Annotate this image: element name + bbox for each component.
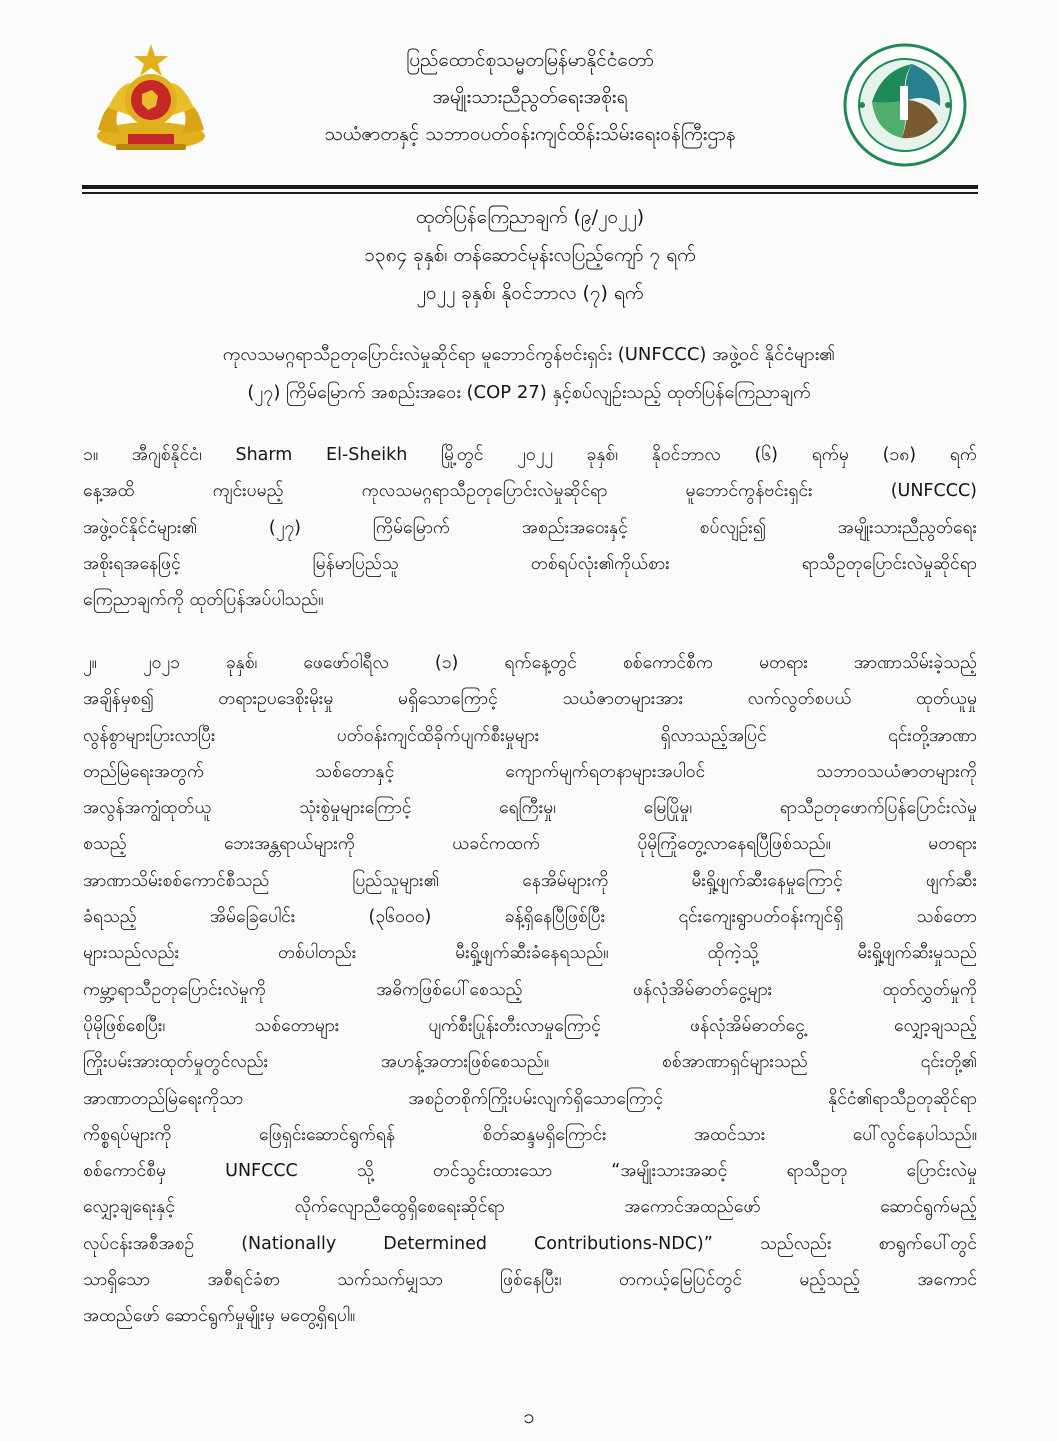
state-emblem-icon <box>92 38 210 158</box>
paragraph-line: ကြိုးပမ်းအားထုတ်မှုတွင်လည်း အဟန့်အတားဖြစ်စေသည်။ စစ်အာဏာရှင်များသည် ၎င်းတို့၏ <box>83 1052 977 1073</box>
header-country: ပြည်ထောင်စုသမ္မတမြန်မာနိုင်ငံတော် <box>406 49 654 71</box>
paragraph-line: ၂။ ၂၀၂၁ ခုနှစ်၊ ဖေဖော်ဝါရီလ (၁) ရက်နေ့တွင် စစ်ကောင်စီက မတရား အာဏာသိမ်းခဲ့သည့် <box>83 653 977 673</box>
paragraph-line: ကြေညာချက်ကို ထုတ်ပြန်အပ်ပါသည်။ <box>83 590 324 611</box>
ministry-logo-icon <box>842 42 968 168</box>
paragraph-line: အဖွဲ့ဝင်နိုင်ငံများ၏ (၂၇) ကြိမ်မြောက် အစည်းအဝေးနှင့် စပ်လျဉ်း၍ အမျိုးသားညီညွတ်ရေး <box>83 517 977 538</box>
paragraph-line: သာရှိသော အစီရင်ခံစာ သက်သက်မျှသာ ဖြစ်နေပြီး၊ တကယ့်မြေပြင်တွင် မည့်သည့် အကောင် <box>83 1270 977 1291</box>
release-date-myanmar: ၁၃၈၄ ခုနှစ်၊ တန်ဆောင်မုန်းလပြည့်ကျော် ၇ ရက် <box>364 244 696 266</box>
ministry-header <box>230 42 830 153</box>
paragraph-line: နေ့အထိ ကျင်းပမည့် ကုလသမဂ္ဂရာသီဥတုပြောင်းလဲမှုဆိုင်ရာ မူဘောင်ကွန်ဗင်းရှင်း (UNFCCC) <box>83 481 977 502</box>
page-number: ၁ <box>523 1404 535 1428</box>
release-date-gregorian: ၂၀၂၂ ခုနှစ်၊ နိုဝင်ဘာလ (၇) ရက် <box>416 282 644 304</box>
release-info <box>230 198 830 312</box>
paragraph-line: အစိုးရအနေဖြင့် မြန်မာပြည်သူ တစ်ရပ်လုံး၏ကိုယ်စား ရာသီဥတုပြောင်းလဲမှုဆိုင်ရာ <box>83 553 977 574</box>
paragraph-line: လုပ်ငန်းအစီအစဉ် (Nationally Determined Contributions-NDC)” သည်လည်း စာရွက်ပေါ်တွင် <box>83 1233 977 1254</box>
header-government: အမျိုးသားညီညွတ်ရေးအစိုးရ <box>432 86 628 108</box>
paragraph-line: ကိစ္စရပ်များကို ဖြေရှင်းဆောင်ရွက်ရန် စိတ်ဆန္ဒမရှိကြောင်း အထင်သား ပေါ်လွင်နေပါသည်။ <box>83 1124 977 1145</box>
paragraph-line: လျှော့ချရေးနှင့် လိုက်လျောညီထွေရှိစေရေးဆိုင်ရာ အကောင်အထည်ဖော် ဆောင်ရွက်မည့် <box>83 1197 977 1218</box>
paragraph-line: အချိန်မှစ၍ တရားဥပဒေစိုးမိုးမှု မရှိသောကြောင့် သယံဇာတများအား လက်လွတ်စပယ် ထုတ်ယူမှု <box>83 689 977 710</box>
header-ministry: သယံဇာတနှင့် သဘာဝပတ်ဝန်းကျင်ထိန်းသိမ်းရေးဝန်ကြီးဌာန <box>324 123 736 145</box>
paragraph-line: ကမ္ဘာ့ရာသီဥတုပြောင်းလဲမှုကို အဓိကဖြစ်ပေါ်စေသည့် ဖန်လုံအိမ်ဓာတ်ငွေ့များ ထုတ်လွှတ်မှုကို <box>83 979 977 1000</box>
subject-line: (၂၇) ကြိမ်မြောက် အစည်းအဝေး (COP 27) နှင့်စပ်လျဉ်းသည့် ထုတ်ပြန်ကြေညာချက် <box>247 382 811 403</box>
paragraph-line: အလွန်အကျွံထုတ်ယူ သုံးစွဲမှုများကြောင့် ရေကြီးမှု၊ မြေပြိုမှု၊ ရာသီဥတုဖောက်ပြန်ပြောင်းလဲမှု <box>83 798 977 819</box>
paragraph-line: အထည်ဖော် ဆောင်ရွက်မှုမျိုးမှ မတွေ့ရှိရပါ။ <box>83 1306 356 1327</box>
paragraph-line: စစ်ကောင်စီမှ UNFCCC သို့ တင်သွင်းထားသော “အမျိုးသားအဆင့် ရာသီဥတု ပြောင်းလဲမှု <box>83 1161 977 1182</box>
paragraph-line: ၁။ အီဂျစ်နိုင်ငံ၊ Sharm El-Sheikh မြို့တွင် ၂၀၂၂ ခုနှစ်၊ နိုဝင်ဘာလ (၆) ရက်မှ (၁၈) ရက် <box>83 445 977 465</box>
header-divider-thick <box>82 185 978 189</box>
header-divider-thin <box>82 192 978 194</box>
paragraph-line: အာဏာသိမ်းစစ်ကောင်စီသည် ပြည်သူများ၏ နေအိမ်များကို မီးရှို့ဖျက်ဆီးနေမှုကြောင့် ဖျက်ဆီး <box>83 870 977 891</box>
paragraph-line: အာဏာတည်မြဲရေးကိုသာ အစဉ်တစိုက်ကြိုးပမ်းလျက်ရှိသောကြောင့် နိုင်ငံ၏ရာသီဥတုဆိုင်ရာ <box>83 1088 977 1109</box>
release-number: ထုတ်ပြန်ကြေညာချက် (၉/၂၀၂၂) <box>415 206 645 228</box>
paragraph-line: စသည့် ဘေးအန္တရာယ်များကို ယခင်ကထက် ပိုမိုကြုံတွေ့လာနေရပြီဖြစ်သည်။ မတရား <box>83 834 977 855</box>
paragraph-line: ပိုမိုဖြစ်စေပြီး၊ သစ်တောများ ပျက်စီးပြုန်းတီးလာမှုကြောင့် ဖန်လုံအိမ်ဓာတ်ငွေ့ လျှော့ချသည့် <box>83 1015 977 1036</box>
subject-line: ကုလသမဂ္ဂရာသီဥတုပြောင်းလဲမှုဆိုင်ရာ မူဘောင်ကွန်ဗင်းရှင်း (UNFCCC) အဖွဲ့ဝင် နိုင်ငံများ၏ <box>222 344 836 365</box>
paragraph-line: များသည်လည်း တစ်ပါတည်း မီးရှို့ဖျက်ဆီးခံနေရသည်။ ထိုကဲ့သို့ မီးရှို့ဖျက်ဆီးမှုသည် <box>83 943 977 964</box>
paragraph-line: လွန်စွာများပြားလာပြီး ပတ်ဝန်းကျင်ထိခိုက်ပျက်စီးမှုများ ရှိလာသည့်အပြင် ၎င်းတို့အာဏာ <box>83 725 977 746</box>
statement-subject <box>70 336 988 412</box>
paragraph-2 <box>83 645 977 1335</box>
paragraph-line: ခံရသည့် အိမ်ခြေပေါင်း (၃၆၀၀၀) ခန့်ရှိနေပြီဖြစ်ပြီး ၎င်းကျေးရွာပတ်ဝန်းကျင်ရှိ သစ်တော <box>83 907 977 928</box>
paragraph-line: တည်မြဲရေးအတွက် သစ်တောနှင့် ကျောက်မျက်ရတနာများအပါဝင် သဘာဝသယံဇာတများကို <box>83 761 977 782</box>
paragraph-1 <box>83 437 977 618</box>
